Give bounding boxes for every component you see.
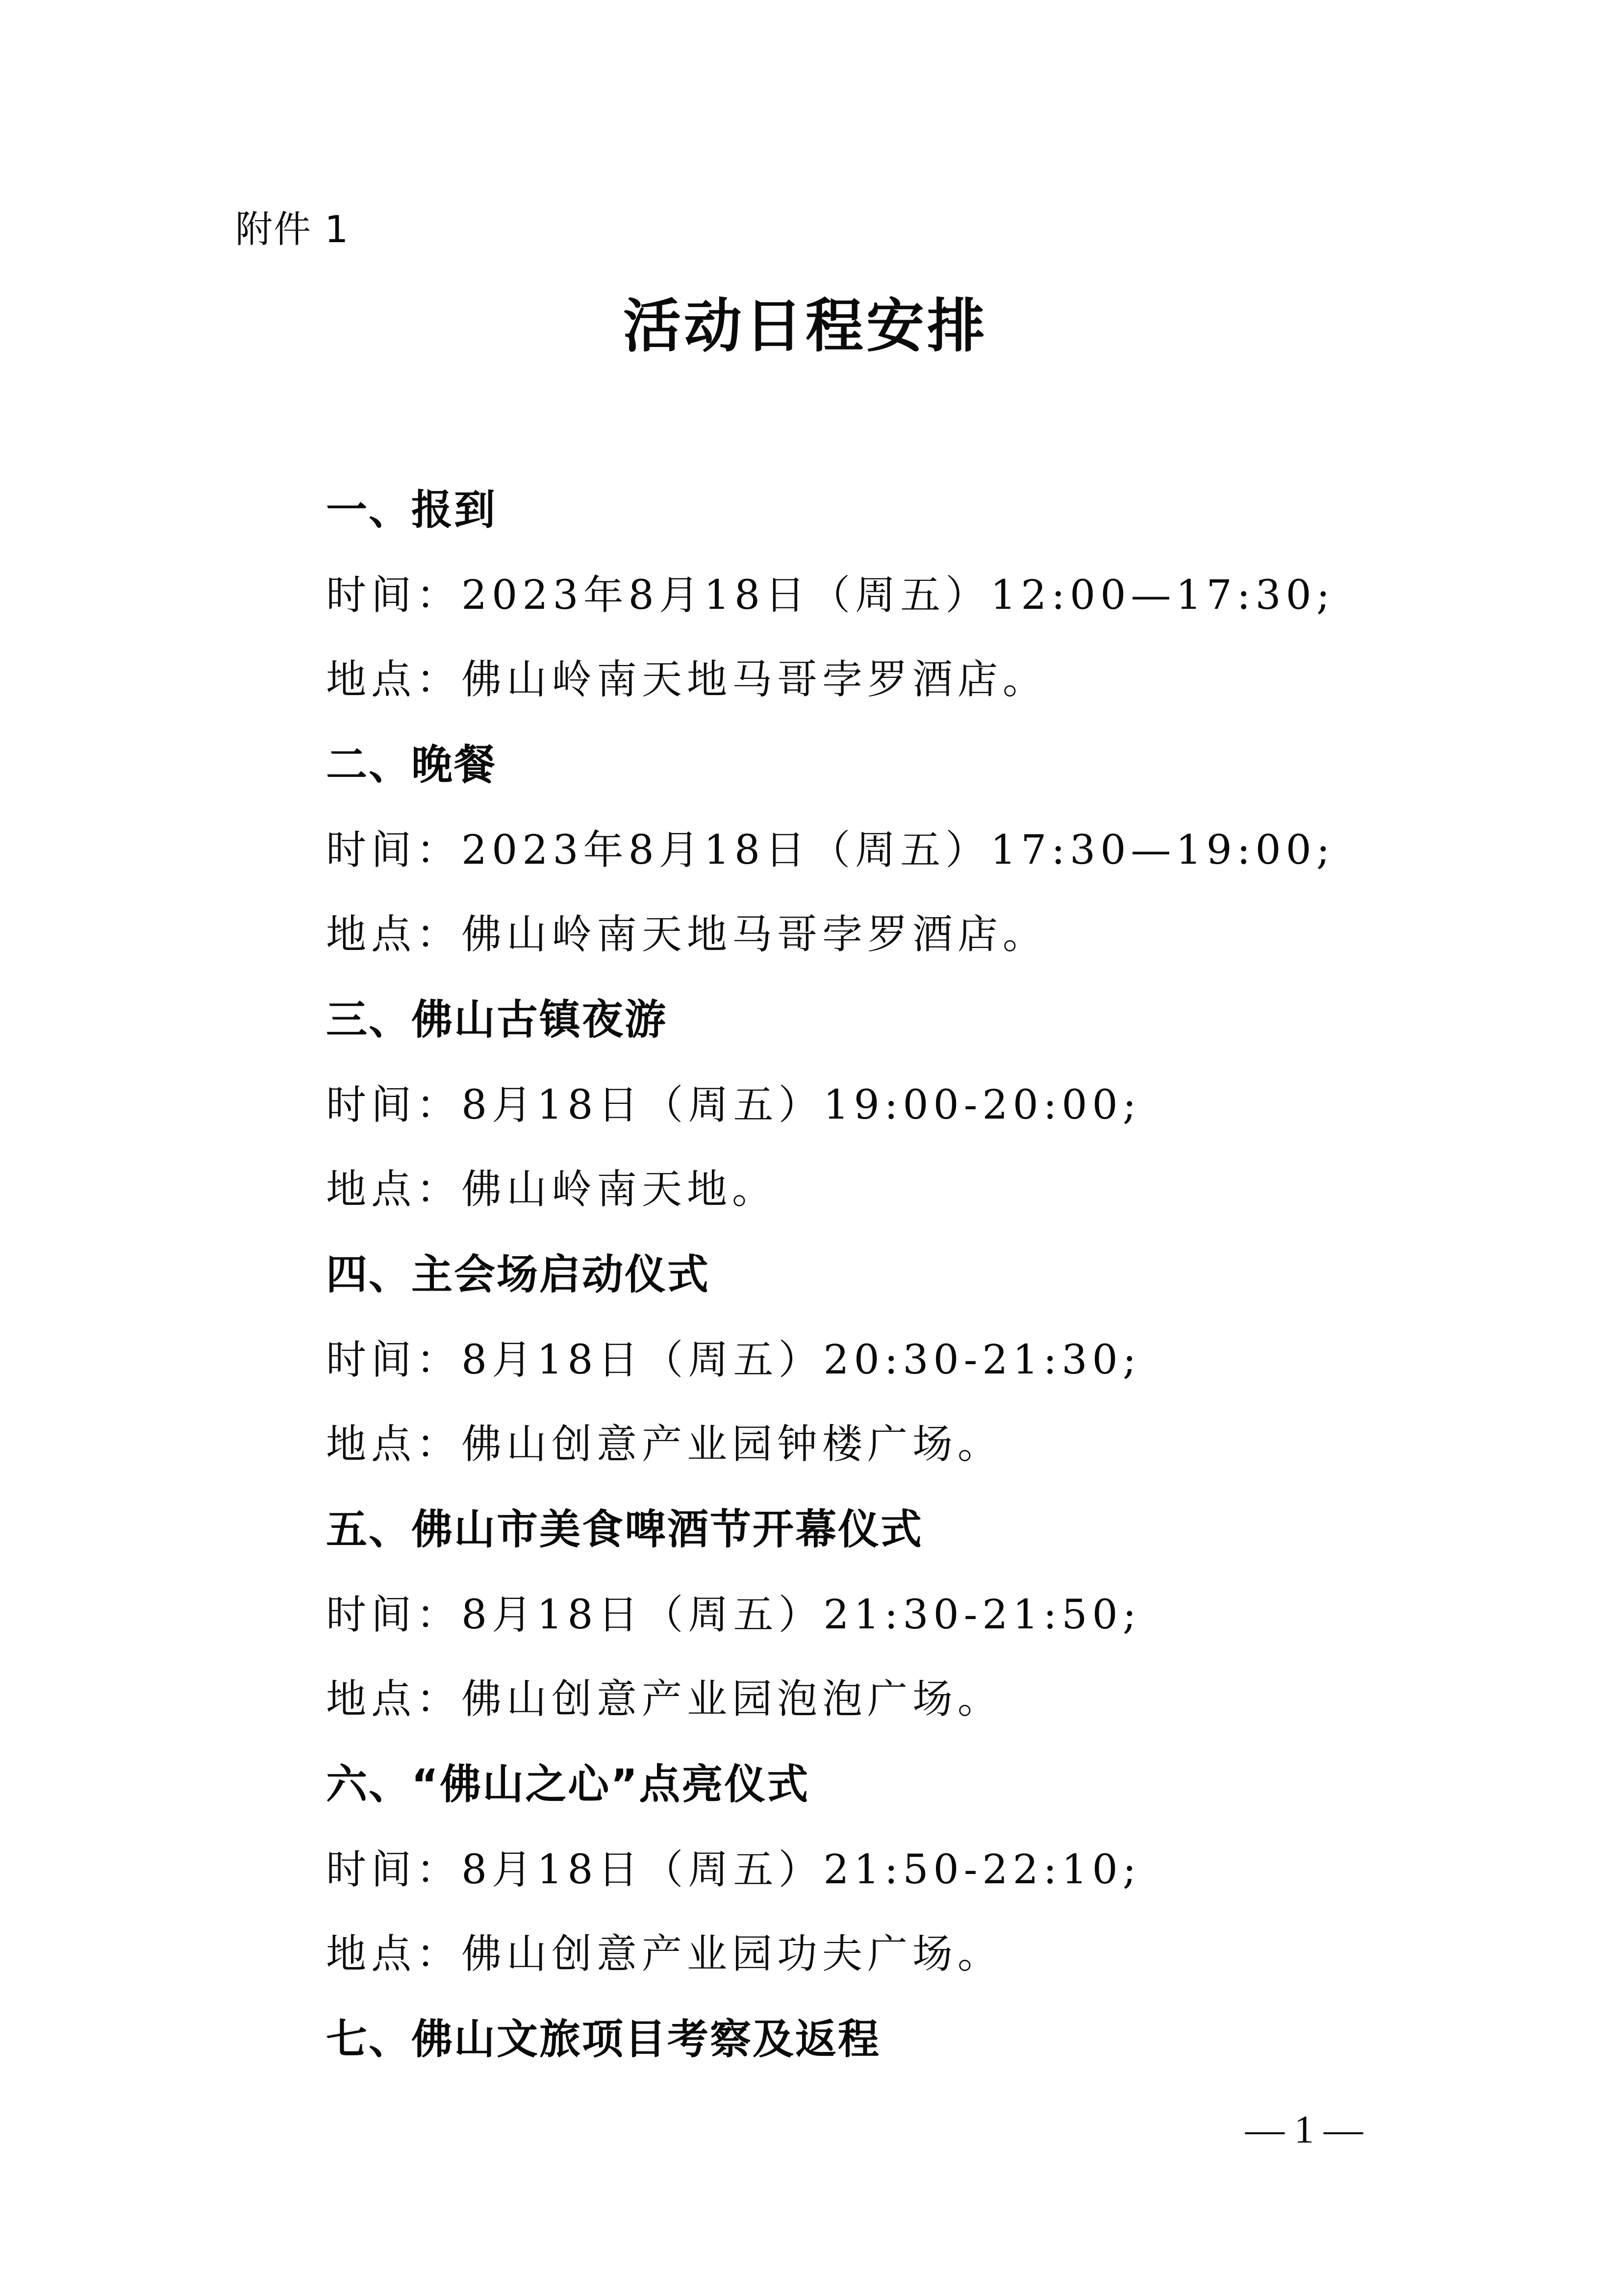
section-time-registration: 时间：2023年8月18日（周五）12:00—17:30; (326, 572, 1335, 619)
attachment-label: 附件 1 (235, 207, 350, 251)
section-time-launch-ceremony: 时间：8月18日（周五）20:30-21:30; (326, 1337, 1141, 1383)
page-title: 活动日程安排 (623, 292, 988, 360)
section-location-dinner: 地点：佛山岭南天地马哥孛罗酒店。 (326, 911, 1048, 958)
section-heading-launch-ceremony: 四、主会场启动仪式 (326, 1250, 710, 1298)
section-heading-beer-festival: 五、佛山市美食啤酒节开幕仪式 (326, 1505, 924, 1553)
section-heading-registration: 一、报到 (326, 486, 497, 534)
section-heading-night-tour: 三、佛山古镇夜游 (326, 996, 668, 1044)
section-heading-lighting-ceremony: 六、“佛山之心”点亮仪式 (326, 1760, 810, 1808)
section-location-night-tour: 地点：佛山岭南天地。 (326, 1166, 778, 1213)
section-heading-dinner: 二、晚餐 (326, 741, 497, 789)
section-time-night-tour: 时间：8月18日（周五）19:00-20:00; (326, 1082, 1141, 1128)
section-time-beer-festival: 时间：8月18日（周五）21:30-21:50; (326, 1592, 1141, 1638)
section-heading-inspection-return: 七、佛山文旅项目考察及返程 (326, 2015, 881, 2063)
section-location-registration: 地点：佛山岭南天地马哥孛罗酒店。 (326, 656, 1048, 703)
page-number: — 1 — (1245, 2108, 1363, 2151)
section-time-dinner: 时间：2023年8月18日（周五）17:30—19:00; (326, 827, 1335, 873)
section-location-lighting-ceremony: 地点：佛山创意产业园功夫广场。 (326, 1931, 1003, 1977)
section-location-launch-ceremony: 地点：佛山创意产业园钟楼广场。 (326, 1421, 1003, 1468)
section-time-lighting-ceremony: 时间：8月18日（周五）21:50-22:10; (326, 1847, 1141, 1893)
section-location-beer-festival: 地点：佛山创意产业园泡泡广场。 (326, 1676, 1003, 1722)
